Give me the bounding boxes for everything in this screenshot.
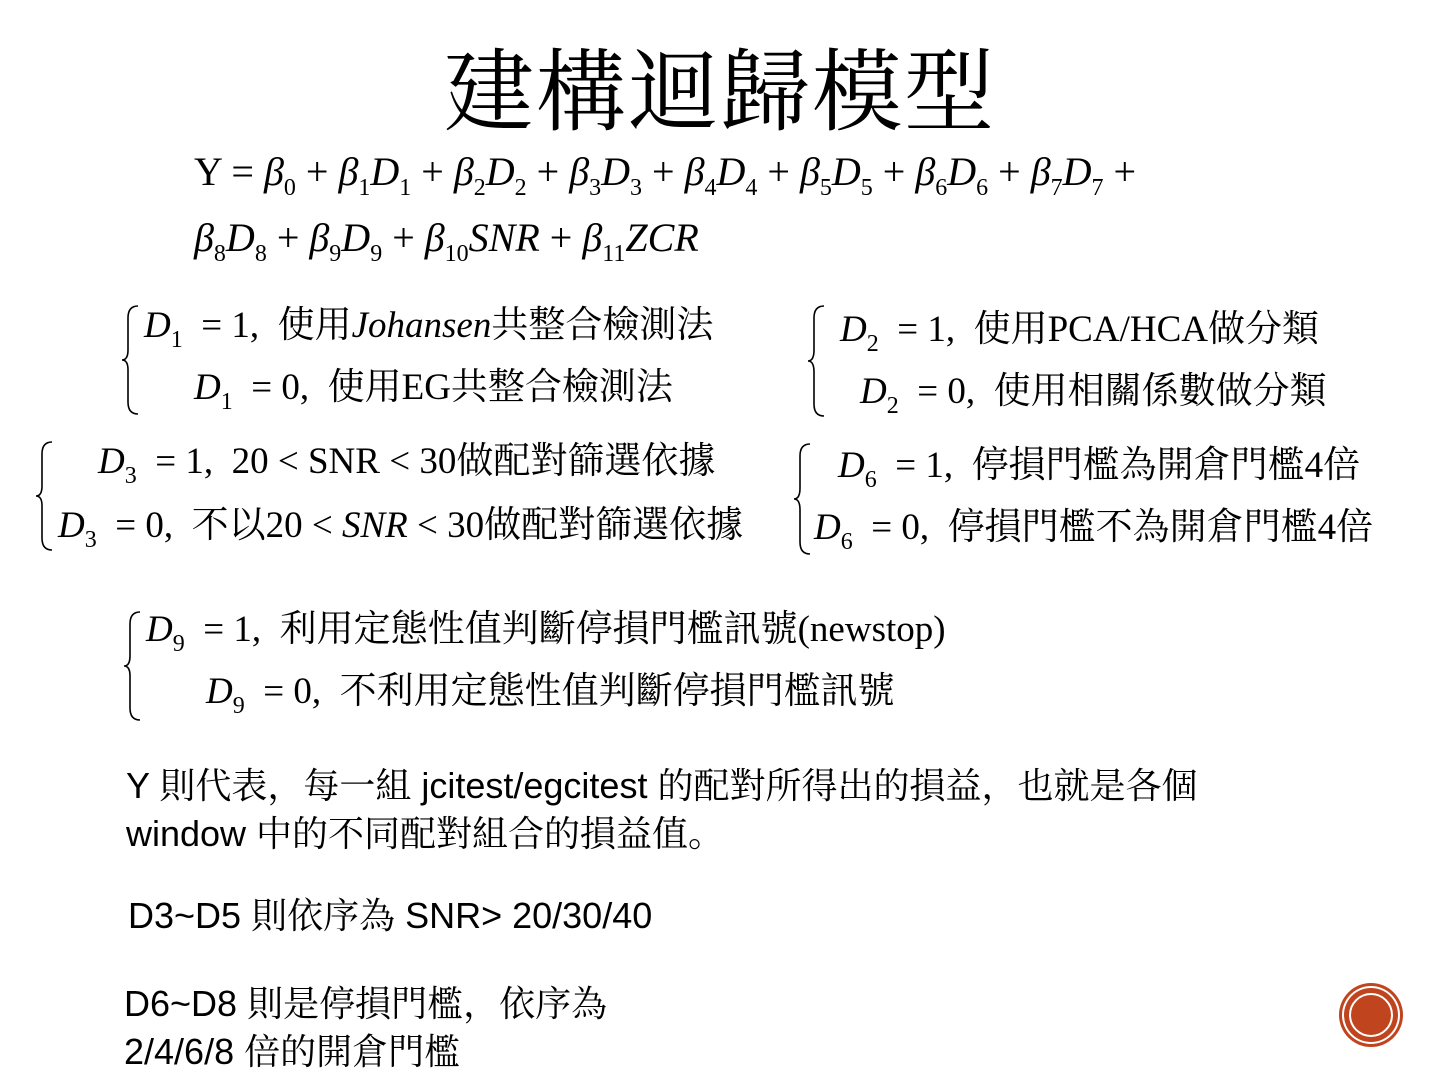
- case-d1-true: $D_1 = 1$, 使用Johansen共整合檢測法: [144, 305, 714, 353]
- beta-index: 1: [358, 175, 371, 201]
- case-value: 0: [293, 671, 312, 712]
- equals-sign: =: [231, 149, 254, 194]
- case-text: 不利用定態性值判斷停損門檻訊號: [339, 671, 895, 712]
- note-d6-d8-line-2: 2/4/6/8 倍的開倉門檻: [124, 1031, 461, 1072]
- case-value: 1: [925, 445, 944, 486]
- case-d2-true: $D_2 = 1$, 使用PCA/HCA做分類: [840, 309, 1319, 357]
- beta-d-term: $\beta_9D_9$: [309, 215, 383, 267]
- case-d3-false: $D_3 = 0$, 不以20 < SNR < 30做配對篩選依據: [58, 505, 744, 553]
- case-text: 使用相關係數做分類: [993, 371, 1327, 412]
- left-brace-d6: [792, 442, 814, 556]
- case-text: Johansen: [351, 305, 492, 346]
- case-value: 1: [927, 309, 946, 350]
- dummy-index: 3: [630, 175, 643, 201]
- case-value: 0: [947, 371, 966, 412]
- subscript: 3: [124, 463, 137, 489]
- slide-corner-badge-icon: [1342, 986, 1400, 1044]
- left-brace-d1: [120, 304, 142, 416]
- dummy-index: 4: [745, 175, 758, 201]
- snr-term: SNR: [468, 215, 540, 260]
- dummy-index: 8: [254, 241, 267, 267]
- note-d6-d8-line-1: D6~D8 則是停損門檻，依序為: [124, 983, 608, 1024]
- beta-index: 4: [704, 175, 717, 201]
- note-d3-d5: D3~D5 則依序為 SNR> 20/30/40: [128, 895, 653, 936]
- beta-d-term: $\beta_2D_2$: [453, 149, 527, 201]
- case-value: 0: [281, 367, 300, 408]
- case-value: 0: [901, 507, 920, 548]
- left-brace-d2: [806, 304, 828, 418]
- case-text: < 30做配對篩選依據: [407, 505, 744, 546]
- beta-index: 5: [819, 175, 832, 201]
- beta-index: 2: [473, 175, 486, 201]
- beta-index: 0: [283, 175, 296, 201]
- case-text: 利用定態性值判斷停損門檻訊號(newstop): [279, 609, 946, 650]
- beta-index: 9: [329, 241, 342, 267]
- subscript: 1: [220, 389, 233, 415]
- beta-index: 3: [589, 175, 602, 201]
- subscript: 2: [886, 393, 899, 419]
- case-d2-false: $D_2 = 0$, 使用相關係數做分類: [860, 371, 1327, 419]
- y-symbol: Y: [194, 149, 222, 194]
- subscript: 1: [170, 327, 183, 353]
- dummy-index: 6: [976, 175, 989, 201]
- beta-d-term: $\beta_6D_6$: [915, 149, 989, 201]
- beta-index: 10: [444, 241, 469, 267]
- subscript: 3: [84, 527, 97, 553]
- case-d6-true: $D_6 = 1$, 停損門檻為開倉門檻4倍: [838, 445, 1361, 493]
- beta-d-term: $\beta_7D_7$: [1030, 149, 1104, 201]
- beta-symbol: $\beta_0$: [263, 149, 296, 201]
- subscript: 6: [864, 467, 877, 493]
- note-y-line-2: window 中的不同配對組合的損益值。: [126, 813, 725, 854]
- case-text: 共整合檢測法: [491, 305, 714, 346]
- slide-title: 建構迴歸模型: [444, 43, 996, 143]
- case-text: 使用: [277, 305, 352, 346]
- case-text: SNR: [341, 505, 408, 546]
- subscript: 9: [172, 631, 185, 657]
- case-d9-false: $D_9 = 0$, 不利用定態性值判斷停損門檻訊號: [206, 671, 895, 719]
- beta-index: 11: [602, 241, 626, 267]
- dummy-index: 5: [860, 175, 873, 201]
- case-d3-true: $D_3 = 1$, 20 < SNR < 30做配對篩選依據: [98, 441, 716, 489]
- equation-terms-line-1: + $\beta_1D_1 + \beta_2D_2 + \beta_3D_3 + \beta_4D_4 + \beta_5D_5 + \beta_6D_6 + \beta_7D_7$: [305, 149, 1104, 201]
- case-text: 停損門檻不為開倉門檻4倍: [947, 507, 1374, 548]
- case-d1-false: $D_1 = 0$, 使用EG共整合檢測法: [194, 367, 673, 415]
- case-text: 停損門檻為開倉門檻4倍: [971, 445, 1361, 486]
- case-value: 1: [185, 441, 204, 482]
- case-value: 1: [233, 609, 252, 650]
- case-value: 0: [145, 505, 164, 546]
- subscript: 6: [840, 529, 853, 555]
- dummy-index: 7: [1091, 175, 1104, 201]
- case-d6-false: $D_6 = 0$, 停損門檻不為開倉門檻4倍: [814, 507, 1374, 555]
- case-text: 使用PCA/HCA做分類: [973, 309, 1319, 350]
- equation-line-1: $Y = \beta_0 + \beta_1D_1 + \beta_2D_2 + \beta_3D_3 + \beta_4D_4 + \beta_5D_5 + \beta_6D_6 + \beta_7D_7$ +: [194, 149, 1137, 201]
- case-value: 1: [231, 305, 250, 346]
- beta-d-term: $\beta_4D_4$: [684, 149, 758, 201]
- left-brace-d3: [34, 440, 56, 552]
- equation-line-2: $\beta_8D_8 + \beta_9D_9 + \beta_{10}SNR + \beta_{11}ZCR$: [194, 215, 699, 267]
- subscript: 2: [866, 331, 879, 357]
- case-text: 使用EG共整合檢測法: [327, 367, 673, 408]
- dummy-index: 1: [399, 175, 412, 201]
- beta-d-term: $\beta_3D_3$: [569, 149, 643, 201]
- case-text: 不以20 <: [191, 505, 342, 546]
- beta-index: 8: [213, 241, 226, 267]
- left-brace-d9: [122, 610, 144, 722]
- beta-d-term: $\beta_8D_8$: [194, 215, 267, 267]
- beta-index: 7: [1050, 175, 1063, 201]
- dummy-index: 2: [514, 175, 527, 201]
- subscript: 9: [232, 693, 245, 719]
- case-d9-true: $D_9 = 1$, 利用定態性值判斷停損門檻訊號(newstop): [146, 609, 946, 657]
- beta-d-term: $\beta_1D_1$: [338, 149, 412, 201]
- zcr-term: ZCR: [625, 215, 699, 260]
- beta-index: 6: [935, 175, 948, 201]
- case-text: 20 < SNR < 30做配對篩選依據: [231, 441, 716, 482]
- dummy-index: 9: [370, 241, 383, 267]
- beta-d-term: $\beta_5D_5$: [799, 149, 873, 201]
- note-y-line-1: Y 則代表，每一組 jcitest/egcitest 的配對所得出的損益，也就是各個: [126, 765, 1198, 806]
- equation-terms-line-2: $\beta_8D_8 + \beta_9D_9$: [194, 215, 383, 267]
